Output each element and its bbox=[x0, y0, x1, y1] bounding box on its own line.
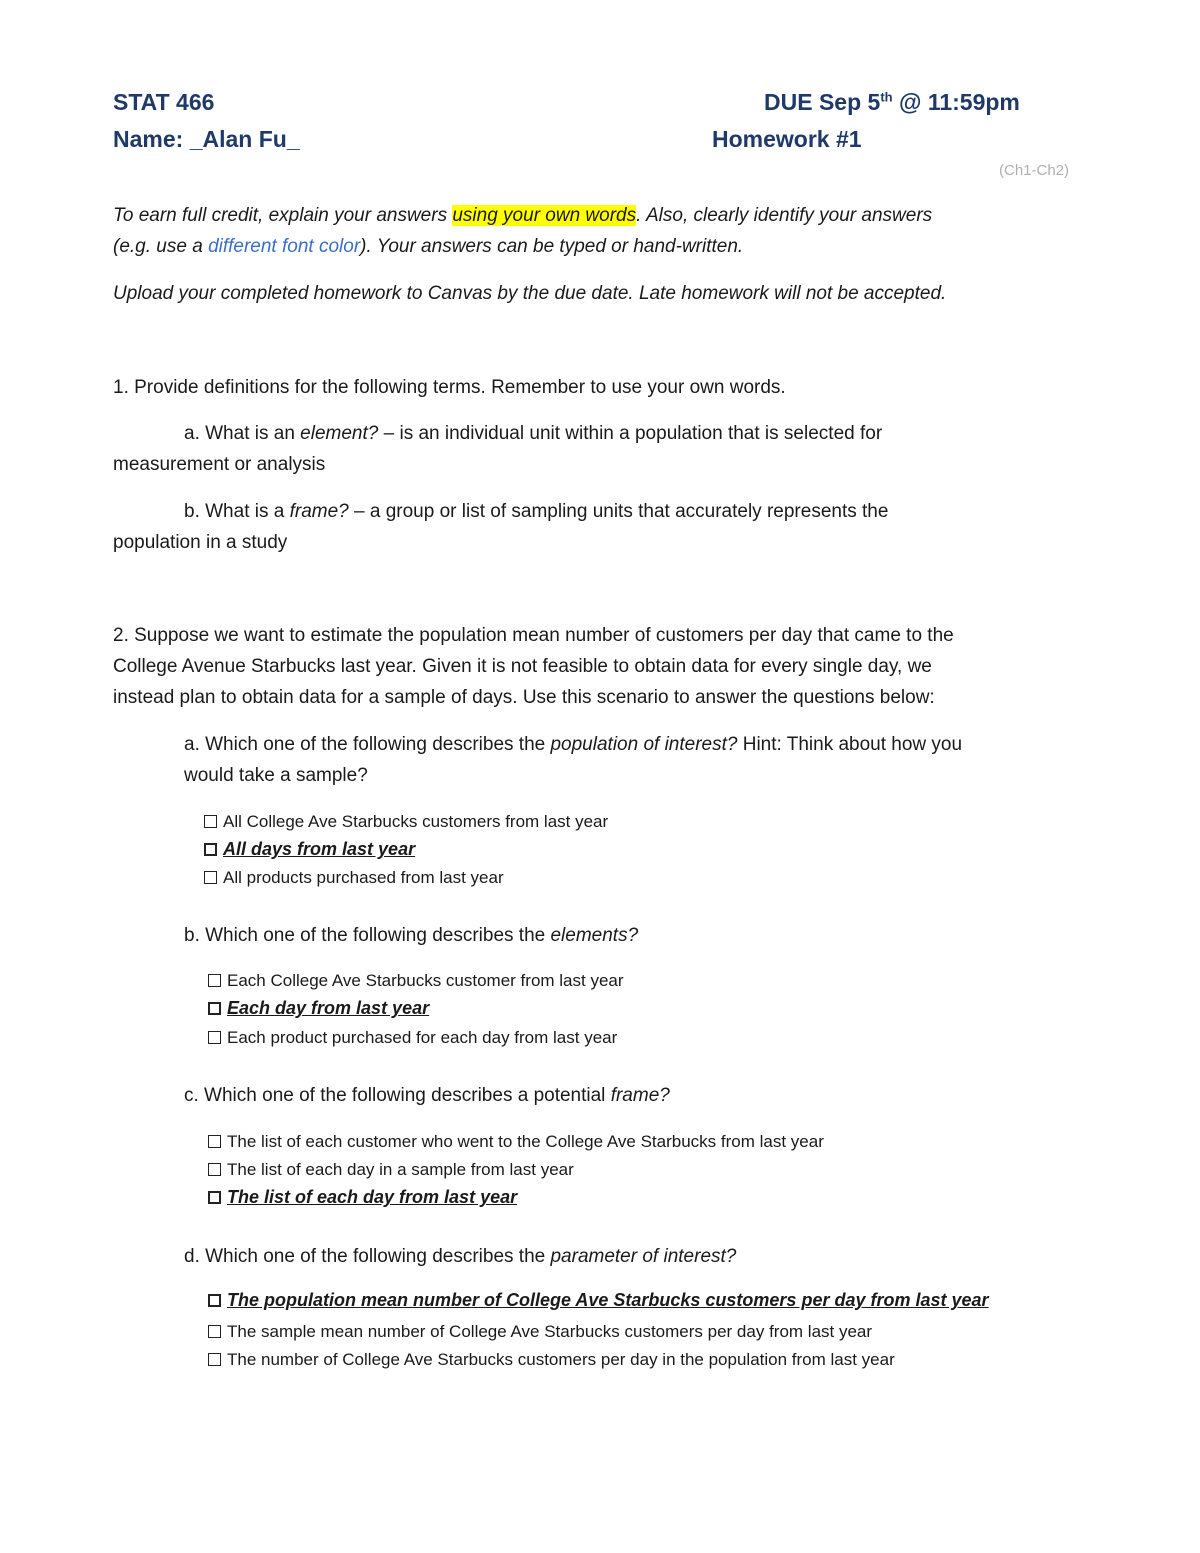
checkbox-icon bbox=[208, 1163, 221, 1176]
q2b-option-1[interactable]: Each College Ave Starbucks customer from last year bbox=[208, 971, 624, 991]
q2a-question: a. Which one of the following describes the population of interest? Hint: Think about how you bbox=[184, 734, 963, 755]
q2d-option-2[interactable]: The sample mean number of College Ave Starbucks customers per day from last year bbox=[208, 1322, 872, 1342]
q2-prompt-line-1: 2. Suppose we want to estimate the population mean number of customers per day that came to the bbox=[113, 625, 954, 646]
q2-prompt-line-3: instead plan to obtain data for a sample of days. Use this scenario to answer the questions below: bbox=[113, 687, 935, 708]
checkbox-icon bbox=[208, 1031, 221, 1044]
q2b-question: b. Which one of the following describes the elements? bbox=[184, 925, 639, 946]
homework-number: Homework #1 bbox=[712, 126, 862, 152]
q1a-line-2: measurement or analysis bbox=[113, 454, 326, 475]
due-date: DUE Sep 5th @ 11:59pm bbox=[764, 89, 1020, 115]
q2c-question: c. Which one of the following describes a potential frame? bbox=[184, 1085, 670, 1106]
intro-line-1: To earn full credit, explain your answers using your own words. Also, clearly identify your answers bbox=[113, 205, 933, 226]
course-code: STAT 466 bbox=[113, 89, 215, 115]
q2c-option-3-selected[interactable]: The list of each day from last year bbox=[208, 1187, 517, 1208]
q2d-option-3[interactable]: The number of College Ave Starbucks customers per day in the population from last year bbox=[208, 1350, 895, 1370]
q2b-option-2-selected[interactable]: Each day from last year bbox=[208, 998, 429, 1019]
q2d-question: d. Which one of the following describes the parameter of interest? bbox=[184, 1246, 737, 1267]
q2c-option-1[interactable]: The list of each customer who went to the College Ave Starbucks from last year bbox=[208, 1132, 824, 1152]
q2-prompt-line-2: College Avenue Starbucks last year. Given it is not feasible to obtain data for every single day, we bbox=[113, 656, 932, 677]
checkbox-icon bbox=[208, 1325, 221, 1338]
checkbox-icon bbox=[208, 1191, 221, 1204]
checkbox-icon bbox=[208, 1294, 221, 1307]
q1b-line-1: b. What is a frame? – a group or list of sampling units that accurately represents the bbox=[184, 501, 889, 522]
checkbox-icon bbox=[208, 974, 221, 987]
q1a-line-1: a. What is an element? – is an individual unit within a population that is selected for bbox=[184, 423, 883, 444]
intro-line-2: (e.g. use a different font color). Your answers can be typed or hand-written. bbox=[113, 236, 744, 257]
q2a-question-line-2: would take a sample? bbox=[184, 765, 368, 786]
checkbox-icon bbox=[204, 871, 217, 884]
q2b-option-3[interactable]: Each product purchased for each day from last year bbox=[208, 1028, 617, 1048]
q2c-option-2[interactable]: The list of each day in a sample from last year bbox=[208, 1160, 574, 1180]
checkbox-icon bbox=[208, 1353, 221, 1366]
q1b-line-2: population in a study bbox=[113, 532, 288, 553]
q2a-option-3[interactable]: All products purchased from last year bbox=[204, 868, 504, 888]
checkbox-icon bbox=[204, 815, 217, 828]
q2a-option-2-selected[interactable]: All days from last year bbox=[204, 839, 415, 860]
q1-prompt: 1. Provide definitions for the following terms. Remember to use your own words. bbox=[113, 377, 786, 398]
checkbox-icon bbox=[208, 1002, 221, 1015]
blue-phrase: different font color bbox=[208, 236, 361, 257]
student-name: Name: _Alan Fu_ bbox=[113, 126, 300, 152]
q2a-option-1[interactable]: All College Ave Starbucks customers from last year bbox=[204, 812, 608, 832]
highlighted-phrase: using your own words bbox=[452, 205, 637, 226]
intro-line-3: Upload your completed homework to Canvas by the due date. Late homework will not be accepted. bbox=[113, 283, 947, 304]
q2d-option-1-selected[interactable]: The population mean number of College Ave Starbucks customers per day from last year bbox=[208, 1290, 989, 1311]
checkbox-icon bbox=[208, 1135, 221, 1148]
checkbox-icon bbox=[204, 843, 217, 856]
chapter-range: (Ch1-Ch2) bbox=[999, 162, 1070, 179]
